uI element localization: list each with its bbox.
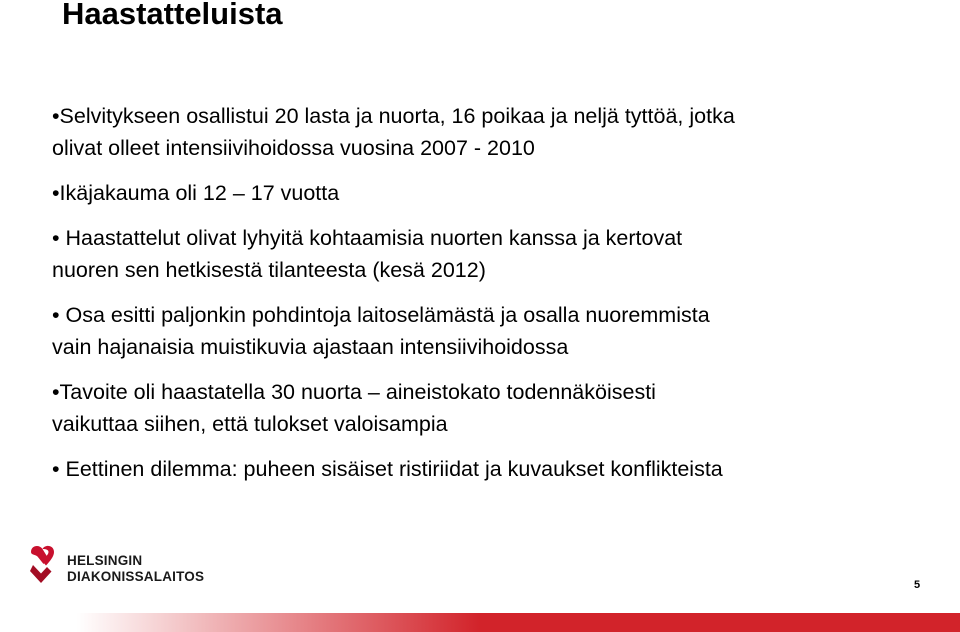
bullet-list — [52, 100, 932, 498]
bullet-line: vaikuttaa siihen, että tulokset valoisampia — [52, 412, 448, 436]
bullet-item — [52, 222, 932, 286]
bullet-line: • Haastattelut olivat lyhyitä kohtaamisia nuorten kanssa ja kertovat — [52, 226, 683, 250]
logo-line-2: DIAKONISSALAITOS — [67, 569, 205, 584]
bullet-line: olivat olleet intensiivihoidossa vuosina 2007 - 2010 — [52, 136, 535, 160]
bullet-line: nuoren sen hetkisestä tilanteesta (kesä 2012) — [52, 258, 486, 282]
slide-title: Haastatteluista — [62, 0, 283, 31]
bullet-line: vain hajanaisia muistikuvia ajastaan intensiivihoidossa — [52, 335, 569, 359]
bullet-item — [52, 100, 932, 164]
bullet-line: •Selvitykseen osallistui 20 lasta ja nuorta, 16 poikaa ja neljä tyttöä, jotka — [52, 104, 735, 128]
bullet-line: •Tavoite oli haastatella 30 nuorta – aineistokato todennäköisesti — [52, 380, 656, 404]
bullet-line: • Eettinen dilemma: puheen sisäiset ristiriidat ja kuvaukset konflikteista — [52, 457, 723, 481]
logo-ribbon-lower — [30, 565, 52, 583]
logo-wordmark — [67, 553, 204, 585]
bullet-item — [52, 299, 932, 363]
bullet-item — [52, 376, 932, 440]
bullet-line: • Osa esitti paljonkin pohdintoja laitoselämästä ja osalla nuoremmista — [52, 303, 710, 327]
bullet-item — [52, 177, 932, 209]
footer-bar-fill — [0, 613, 960, 632]
organization-logo — [28, 543, 228, 589]
bullet-line: •Ikäjakauma oli 12 – 17 vuotta — [52, 181, 340, 205]
logo-line-1: HELSINGIN — [67, 553, 143, 568]
heart-ribbon-logo-icon — [28, 543, 62, 589]
bullet-item — [52, 453, 932, 485]
page-number: 5 — [914, 579, 921, 591]
footer-decorative-bar — [0, 613, 960, 632]
